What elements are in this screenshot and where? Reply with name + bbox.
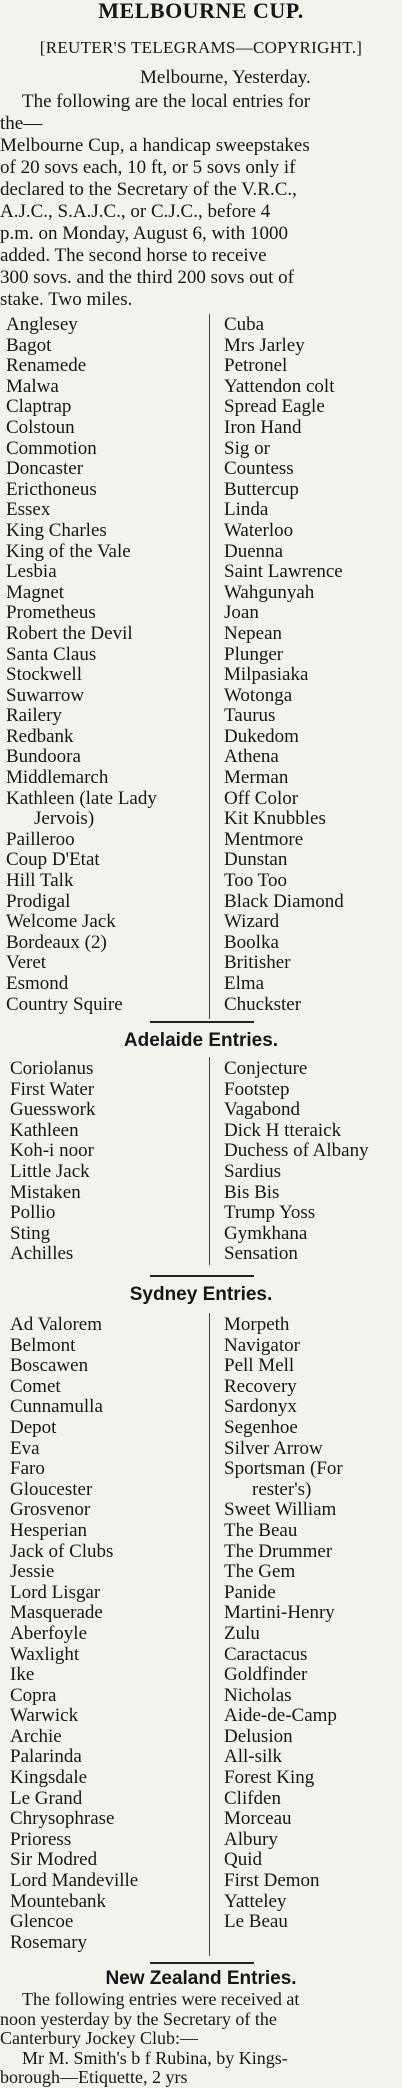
entry-name: Sensation (224, 1243, 298, 1265)
entry-name: Boscawen (10, 1355, 89, 1377)
entry-name: Quid (224, 1849, 262, 1871)
entry-name: Sir Modred (10, 1849, 98, 1871)
entry-name: Mountebank (10, 1890, 107, 1912)
entry-name: Too Too (224, 870, 287, 892)
entry-name: Nicholas (224, 1684, 292, 1706)
entry-name: Essex (6, 499, 51, 521)
entry-name: Magnet (6, 581, 65, 603)
entry-name: Countess (224, 458, 294, 480)
entry-name: Bundoora (6, 746, 81, 768)
intro-line: the— (0, 113, 43, 134)
nz-line: Mr M. Smith's b f Rubina, by Kings- (22, 2047, 288, 2068)
entry-name: Hesperian (10, 1519, 88, 1541)
entry-name: Prometheus (6, 602, 96, 624)
intro-line: The following are the local entries for (22, 91, 311, 112)
entry-name: Lesbia (6, 561, 57, 583)
entry-name: Pollio (10, 1202, 56, 1224)
section-rule (150, 1021, 254, 1023)
entry-name: Albury (224, 1828, 278, 1850)
section-rule (150, 1962, 254, 1964)
entry-name: Zulu (224, 1622, 260, 1644)
entry-name: Petronel (224, 355, 288, 377)
entry-name: Dukedom (224, 725, 299, 747)
entry-name: Duchess of Albany (224, 1140, 369, 1162)
entry-name: Taurus (224, 705, 276, 727)
local-entries-left (6, 315, 157, 1015)
entry-name: Mrs Jarley (224, 334, 305, 356)
entry-name: Ike (10, 1664, 35, 1686)
nz-line: Canterbury Jockey Club:— (0, 2028, 198, 2048)
entry-name: Buttercup (224, 478, 299, 500)
entry-name: Middlemarch (6, 767, 109, 789)
entry-name: Jack of Clubs (10, 1540, 114, 1562)
entry-name: Recovery (224, 1375, 297, 1397)
entry-name: Morpeth (224, 1314, 290, 1335)
section-rule (150, 1275, 254, 1277)
entry-name: Faro (10, 1458, 45, 1480)
entry-name: Mentmore (224, 828, 304, 850)
entry-name: Kathleen (10, 1119, 79, 1141)
entry-name: Conjecture (224, 1058, 308, 1079)
entry-name: Country Squire (6, 993, 123, 1015)
entry-name: Ericthoneus (6, 478, 97, 500)
entry-name: Sardonyx (224, 1396, 297, 1418)
entry-name: Koh-i noor (10, 1140, 94, 1162)
entry-name: Belmont (10, 1334, 76, 1356)
entry-name: Bagot (6, 334, 52, 356)
entry-name: Rosemary (10, 1931, 88, 1953)
entry-name: Lord Mandeville (10, 1870, 139, 1892)
entry-name: Dick H tteraick (224, 1119, 342, 1141)
entry-name: Coriolanus (10, 1058, 94, 1079)
entry-name: Coup D'Etat (6, 849, 100, 871)
entry-name: Archie (10, 1725, 62, 1747)
entry-name: Nepean (224, 622, 283, 644)
entry-name: Grosvenor (10, 1499, 91, 1521)
entry-name: Milpasiaka (224, 664, 309, 686)
entry-name: The Beau (224, 1519, 298, 1541)
entry-name: Silver Arrow (224, 1437, 323, 1459)
entry-name: Sardius (224, 1160, 281, 1182)
entry-name: Veret (6, 952, 47, 974)
entry-name: Depot (10, 1416, 57, 1438)
entry-name: Lord Lisgar (10, 1581, 101, 1603)
intro-line: of 20 sovs each, 10 ft, or 5 sovs only if (0, 157, 296, 178)
entry-name: Britisher (224, 952, 291, 974)
entry-name: Vagabond (224, 1099, 300, 1121)
entry-name: Ad Valorem (10, 1314, 102, 1335)
intro-line: 300 sovs. and the third 200 sovs out of (0, 267, 294, 288)
entry-name: Bordeaux (2) (6, 931, 107, 953)
entry-name: Cunnamulla (10, 1396, 103, 1418)
entry-name: Wotonga (224, 684, 293, 706)
entry-name: Elma (224, 973, 265, 994)
entry-name: Suwarrow (6, 684, 85, 706)
sydney-entries-right (224, 1315, 343, 1933)
entry-name: All-silk (224, 1746, 283, 1768)
sydney-entries-left (10, 1315, 138, 1953)
entry-name: Railery (6, 705, 62, 727)
entry-name: Goldfinder (224, 1664, 308, 1686)
entry-name: Eva (10, 1437, 40, 1459)
entry-name: Sting (10, 1222, 51, 1244)
entry-name: Plunger (224, 643, 284, 665)
entry-name: Copra (10, 1684, 57, 1706)
entry-name: Pailleroo (6, 828, 75, 850)
entry-name: Guesswork (10, 1099, 96, 1121)
intro-line: declared to the Secretary of the V.R.C., (0, 179, 297, 200)
entry-name: Palarinda (10, 1746, 82, 1768)
entry-name: Masquerade (10, 1602, 103, 1624)
new-zealand-paragraph (0, 1990, 402, 2088)
entry-name: Kit Knubbles (224, 808, 326, 830)
entry-name: Panide (224, 1581, 276, 1603)
entry-name: Spread Eagle (224, 396, 325, 418)
entry-name: Waterloo (224, 519, 294, 541)
entry-name: Waxlight (10, 1643, 80, 1665)
entry-name: First Water (10, 1078, 95, 1100)
entry-name: Forest King (224, 1767, 315, 1789)
entry-name: Glencoe (10, 1911, 74, 1933)
entry-name: Esmond (6, 973, 69, 994)
entry-name: Martini-Henry (224, 1602, 335, 1624)
entry-name: Mistaken (10, 1181, 81, 1203)
intro-line: p.m. on Monday, August 6, with 1000 (0, 223, 288, 244)
local-entries-right (224, 315, 344, 1015)
entry-name: Merman (224, 767, 289, 789)
entry-name: Duenna (224, 540, 284, 562)
dateline: Melbourne, Yesterday. (140, 67, 311, 88)
entry-name: Trump Yoss (224, 1202, 316, 1224)
entry-name: Gloucester (10, 1478, 93, 1500)
column-divider (209, 1313, 210, 1956)
entry-name: Claptrap (6, 396, 72, 418)
entry-name: Navigator (224, 1334, 300, 1356)
entry-name: King of the Vale (6, 540, 131, 562)
entry-name: Comet (10, 1375, 61, 1397)
entry-name: Chuckster (224, 993, 302, 1015)
column-divider (209, 1057, 210, 1265)
adelaide-heading: Adelaide Entries. (123, 1030, 279, 1051)
adelaide-entries-right (224, 1059, 369, 1265)
entry-name: Sweet William (224, 1499, 337, 1521)
entry-name: Warwick (10, 1705, 79, 1727)
entry-name: Wizard (224, 911, 280, 933)
entry-name: Linda (224, 499, 269, 521)
entry-name: Kathleen (late Lady (6, 787, 157, 809)
column-divider (209, 314, 210, 1019)
entry-name: Joan (224, 602, 259, 624)
entry-name: Robert the Devil (6, 622, 133, 644)
entry-name: Boolka (224, 931, 279, 953)
entry-name: Dunstan (224, 849, 288, 871)
entry-name: Bis Bis (224, 1181, 280, 1203)
entry-name: Gymkhana (224, 1222, 308, 1244)
entry-name: Hill Talk (6, 870, 74, 892)
sydney-heading: Sydney Entries. (129, 1284, 273, 1305)
entry-name: Anglesey (6, 314, 78, 335)
entry-name: rester's) (252, 1478, 312, 1500)
entry-name: Off Color (224, 787, 299, 809)
entry-name: Redbank (6, 725, 74, 747)
entry-name: King Charles (6, 519, 107, 541)
new-zealand-heading: New Zealand Entries. (105, 1968, 297, 1989)
intro-line: Melbourne Cup, a handicap sweepstakes (0, 135, 310, 156)
entry-name: Delusion (224, 1725, 293, 1747)
entry-name: Sportsman (For (224, 1458, 343, 1480)
entry-name: Malwa (6, 375, 59, 397)
intro-line: added. The second horse to receive (0, 245, 267, 266)
entry-name: Wahgunyah (224, 581, 315, 603)
entry-name: Jervois) (34, 808, 95, 830)
entry-name: Renamede (6, 355, 87, 377)
entry-name: Little Jack (10, 1160, 90, 1182)
entry-name: Commotion (6, 437, 97, 459)
intro-line: A.J.C., S.A.J.C., or C.J.C., before 4 (0, 201, 271, 222)
entry-name: Caractacus (224, 1643, 308, 1665)
article-credit: [REUTER'S TELEGRAMS—COPYRIGHT.] (39, 38, 363, 57)
entry-name: Chrysophrase (10, 1808, 115, 1830)
entry-name: Santa Claus (6, 643, 97, 665)
entry-name: Aberfoyle (10, 1622, 88, 1644)
entry-name: Footstep (224, 1078, 290, 1100)
entry-name: Jessie (10, 1561, 55, 1583)
entry-name: Cuba (224, 314, 265, 335)
entry-name: Le Beau (224, 1911, 288, 1933)
nz-line: noon yesterday by the Secretary of the (0, 2008, 277, 2029)
nz-line: borough—Etiquette, 2 yrs (0, 2067, 188, 2087)
entry-name: Le Grand (10, 1787, 83, 1809)
entry-name: Morceau (224, 1808, 292, 1830)
entry-name: Kingsdale (10, 1767, 88, 1789)
entry-name: Sig or (224, 437, 270, 459)
entry-name: Prioress (10, 1828, 72, 1850)
entry-name: Iron Hand (224, 416, 302, 438)
entry-name: Athena (224, 746, 279, 768)
entry-name: Saint Lawrence (224, 561, 343, 583)
entry-name: Aide-de-Camp (224, 1705, 337, 1727)
entry-name: Achilles (10, 1243, 74, 1265)
entry-name: Clifden (224, 1787, 281, 1809)
entry-name: The Gem (224, 1561, 296, 1583)
intro-paragraph (0, 91, 402, 311)
entry-name: Yatteley (224, 1890, 287, 1912)
entry-name: Yattendon colt (224, 375, 335, 397)
entry-name: Pell Mell (224, 1355, 295, 1377)
entry-name: First Demon (224, 1870, 320, 1892)
entry-name: Doncaster (6, 458, 84, 480)
article-title: MELBOURNE CUP. (98, 0, 304, 23)
entry-name: Stockwell (6, 664, 82, 686)
entry-name: Segenhoe (224, 1416, 298, 1438)
entry-name: Black Diamond (224, 890, 344, 912)
adelaide-entries-left (10, 1059, 96, 1265)
entry-name: Welcome Jack (6, 911, 116, 933)
intro-line: stake. Two miles. (0, 289, 133, 310)
entry-name: Prodigal (6, 890, 71, 912)
entry-name: Colstoun (6, 416, 75, 438)
entry-name: The Drummer (224, 1540, 333, 1562)
nz-line: The following entries were received at (22, 1989, 300, 2009)
